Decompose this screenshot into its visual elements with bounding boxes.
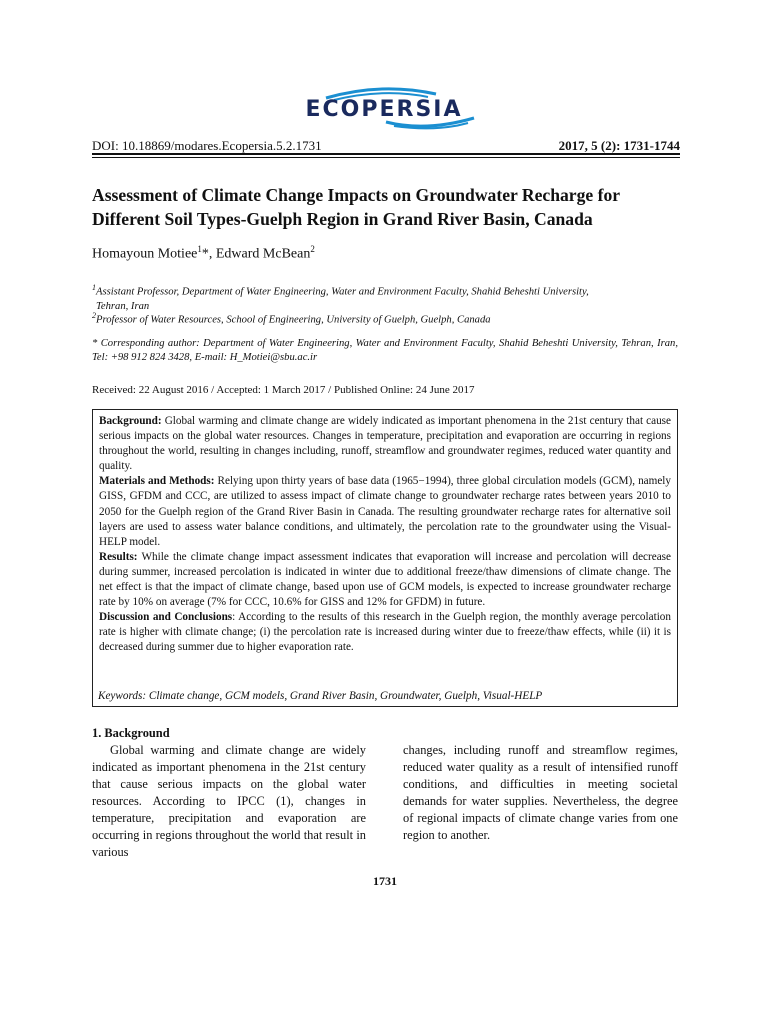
affiliation-text: Assistant Professor, Department of Water Engineering, Water and Environment Faculty, Shahid Beheshti University, <box>96 286 589 298</box>
logo-text: ECOPERSIA <box>305 97 463 122</box>
affiliation-marker: 1 <box>197 244 202 254</box>
author-separator: , <box>208 246 216 262</box>
corresponding-author: * Corresponding author: Department of Water Engineering, Water and Environment Faculty, Shahid Beheshti University, Tehran, Iran, Tel: +98 912 824 3428, E-mail: H_Motiei@sbu.ac.ir <box>92 338 678 363</box>
abstract-results <box>99 550 671 610</box>
author-name: Homayoun Motiee <box>92 246 198 262</box>
affiliation-marker: 2 <box>92 311 96 320</box>
section-label: Materials and Methods: <box>99 475 215 488</box>
affiliation-2 <box>92 309 678 328</box>
paper-title: Assessment of Climate Change Impacts on Groundwater Recharge for Different Soil Types-Guelph Region in Grand River Basin, Canada <box>92 185 620 229</box>
author-list <box>92 244 315 263</box>
header-rule-thick <box>92 153 680 155</box>
doi-text: DOI: 10.18869/modares.Ecopersia.5.2.1731 <box>92 138 322 153</box>
journal-logo <box>286 84 482 134</box>
body-paragraph: changes, including runoff and streamflow regimes, reduced water quality as a result of intensified runoff conditions, and difficulties in meeting societal demands for water supplies. Nevertheless, the degree of regional impacts of climate change varies from one region to another. <box>403 743 678 842</box>
abstract-text: Global warming and climate change are widely indicated as important phenomena in the 21st century that cause serious impacts on the global water resources. Changes in temperature, precipitation and evaporation are occurring in regions throughout the world, resulting in changes including, runoff, streamflow and groundwater regimes, reduced water quantity and quality. <box>99 415 671 473</box>
abstract-text: While the climate change impact assessment indicates that evaporation will increase and percolation will decrease during summer, increased percolation is indicated in winter due to additional freeze/thaw dimensions of climate change. The net effect is that the impact of climate change, based upon use of GCM models, is expected to increase groundwater recharge rate by 10% on average (7% for CCC, 10.6% for GISS and 12% for GFDM) in future. <box>99 550 671 609</box>
abstract-box <box>92 409 678 707</box>
abstract-text: Relying upon thirty years of base data (1965−1994), three global circulation models (GCM), namely GISS, GFDM and CCC, are utilized to assess impact of climate change to groundwater recharge rates between years 2010 to 2050 for the Guelph region of the Grand River Basin in Canada. The resulting groundwater recharge rates for alternative soil layers are used to assess water balance conditions, and ultimately, the percolation rate to the groundwater using the Visual-HELP model. <box>99 475 671 548</box>
abstract-discussion <box>99 610 671 655</box>
abstract-methods <box>99 474 671 549</box>
affiliation-text: Professor of Water Resources, School of Engineering, University of Guelph, Guelph, Canada <box>96 314 491 326</box>
body-paragraph: Global warming and climate change are widely indicated as important phenomena in the 21st century that cause serious impacts on the global water resources. According to IPCC (1), changes in temperature, precipitation and evaporation are occurring in regions throughout the world that result in various <box>92 743 366 859</box>
affiliation-marker: 1 <box>92 283 96 292</box>
page-number: 1731 <box>373 874 397 888</box>
publication-dates: Received: 22 August 2016 / Accepted: 1 March 2017 / Published Online: 24 June 2017 <box>92 384 475 396</box>
body-column-right <box>403 742 678 844</box>
header-rule-thin <box>92 157 680 158</box>
abstract-text: : According to the results of this research in the Guelph region, the monthly average percolation rate is higher with climate change; (i) the percolation rate is increased during winter due to freeze/thaw effects, while (ii) it is decreased during summer due to higher evaporation rate. <box>99 611 671 654</box>
body-column-left <box>92 742 366 861</box>
section-heading: 1. Background <box>92 726 170 740</box>
section-label: Background: <box>99 415 162 427</box>
abstract-background <box>99 414 671 474</box>
section-label: Discussion and Conclusions <box>99 611 233 624</box>
keywords: Keywords: Climate change, GCM models, Grand River Basin, Groundwater, Guelph, Visual-HELP <box>98 690 543 702</box>
section-label: Results: <box>99 550 138 563</box>
author-name: Edward McBean <box>215 246 311 262</box>
affiliation-text: Tehran, Iran <box>96 300 150 312</box>
affiliation-marker: 2 <box>310 244 315 254</box>
corresponding-marker: * <box>201 246 209 262</box>
issue-citation: 2017, 5 (2): 1731-1744 <box>558 138 680 153</box>
